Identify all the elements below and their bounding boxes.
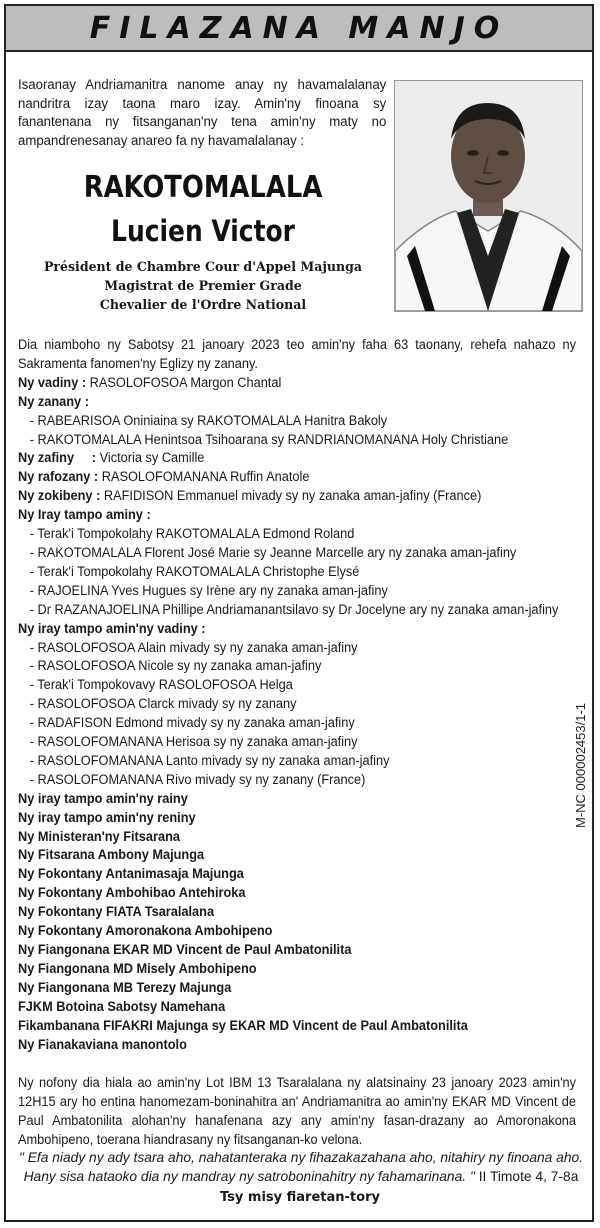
family-label: Ny iray tampo amin'ny vadiny : [18,620,206,637]
title-line: Magistrat de Premier Grade [104,279,302,294]
mourner-line: Fikambanana FIFAKRI Majunga sy EKAR MD Vincent de Paul Ambatonilita [18,1017,468,1034]
list-item: - RASOLOFOSOA Alain mivady sy ny zanaka aman-jafiny [29,639,358,656]
notice-title: FILAZANA MANJO [89,10,509,46]
list-item: - RAKOTOMALALA Florent José Marie sy Jeanne Marcelle ary ny zanaka aman-jafiny [29,544,517,561]
intro-paragraph: Isaoranay Andriamanitra nanome anay ny havamalalanay nandritra izay taona maro izay. Amin'ny finoana sy fanantenana ny fitsanganan'ny tena amin'ny maty no ampandrenesanay anareo fa ny havamalalanay : [18,77,387,149]
notice-body [18,336,576,1054]
list-item: - RASOLOFOSOA Clarck mivady sy ny zanany [29,696,297,713]
list-item: - RASOLOFOMANANA Lanto mivady sy ny zanaka aman-jafiny [29,752,390,769]
mourner-line: Ny iray tampo amin'ny rainy [18,790,188,807]
list-item: - Terak'i Tompokovavy RASOLOFOSOA Helga [29,677,293,694]
list-item: - RAKOTOMALALA Henintsoa Tsihoarana sy RANDRIANOMANANA Holy Christiane [29,431,509,448]
family-label: Ny zokibeny [18,488,93,505]
family-label: Ny zanany : [18,393,89,410]
list-item: - RASOLOFOMANANA Herisoa sy ny zanaka aman-jafiny [29,734,358,751]
family-row-elder-sibling [18,487,558,506]
mourner-line: Ny Fokontany FIATA Tsaralalana [18,904,215,921]
deceased-titles [27,258,379,315]
title-line: Président de Chambre Cour d'Appel Majunga [44,260,362,275]
death-announcement: Dia niamboho ny Sabotsy 21 janoary 2023 teo amin'ny faha 63 taonany, rehefa nahazo ny Sakramenta fanomen'ny Eglizy ny zanany. [18,337,576,372]
list-item: - Terak'i Tompokolahy RAKOTOMALALA Edmond Roland [29,526,355,543]
list-item: - Terak'i Tompokolahy RAKOTOMALALA Christophe Elysé [29,563,360,580]
family-value: RAFIDISON Emmanuel mivady sy ny zanaka aman-jafiny (France) [103,488,482,505]
list-item: - RADAFISON Edmond mivady sy ny zanaka aman-jafiny [29,715,355,732]
family-value: Victoria sy Camille [99,450,205,467]
mourner-line: Ny Fiangonana MB Terezy Majunga [18,979,232,996]
list-item: - RASOLOFOSOA Nicole sy ny zanaka aman-jafiny [29,658,322,675]
family-value: RASOLOFOSOA Margon Chantal [89,374,282,391]
list-item: - Dr RAZANAJOELINA Phillipe Andriamanantsilavo sy Dr Jocelyne ary ny zanaka aman-jafiny [29,601,559,618]
footer-note: Tsy misy fiaretan-tory [220,1190,380,1205]
family-separator: : [92,488,104,505]
family-label: Ny zafiny [18,450,75,467]
list-item: - RABEARISOA Oniniaina sy RAKOTOMALALA Hanitra Bakoly [29,412,388,429]
family-separator: : [78,374,90,391]
family-row-in-law [18,468,558,487]
family-row-spouse [18,374,558,393]
mourner-line: Ny iray tampo amin'ny reniny [18,809,196,826]
deceased-given-names: Lucien Victor [111,214,295,248]
mourner-line: Ny Fiangonana MD Misely Ambohipeno [18,960,257,977]
family-label: Ny Iray tampo aminy : [18,507,151,524]
mourner-line: Ny Fokontany Antanimasaja Majunga [18,866,244,883]
deceased-surname: RAKOTOMALALA [83,170,323,205]
mourner-line: Ny Ministeran'ny Fitsarana [18,828,180,845]
quote-line: " Efa niady ny ady tsara aho, nahatanteraka ny fihazakazahana aho, nitahiry ny finoana aho. [18,1150,584,1165]
family-label: Ny rafozany [18,469,91,486]
mourner-line: Ny Fiangonana EKAR MD Vincent de Paul Ambatonilita [18,942,352,958]
family-separator: : [90,469,102,486]
family-row-grandchildren [18,449,558,468]
list-item: - RAJOELINA Yves Hugues sy Irène ary ny zanaka aman-jafiny [29,582,388,599]
title-line: Chevalier de l'Ordre National [99,298,307,313]
quote-line: Hany sisa hataoko dia ny mandray ny satroboninahitry ny fahamarinana. " [23,1168,475,1184]
family-value: RASOLOFOMANANA Ruffin Anatole [101,469,310,486]
list-item: - RASOLOFOMANANA Rivo mivady sy ny zanany (France) [29,771,366,788]
notice-header [6,6,592,52]
mourner-line: Ny Fokontany Amoronakona Ambohipeno [18,923,273,940]
mourner-line: Ny Fianakaviana manontolo [18,1036,187,1053]
portrait-image [395,81,582,311]
mourner-line: Ny Fitsarana Ambony Majunga [18,847,205,864]
scripture-quote [18,1149,584,1186]
funeral-details: Ny nofony dia hiala ao amin'ny Lot IBM 13 Tsaralalana ny alatsinainy 23 janoary 2023 amin'ny 12H15 ary ho entina hanomezam-boninahitra an' Andriamanitra ao amin'ny EKAR MD Vincent de Paul Ambatonilita alohan'ny hanafenana azy any amin'ny fasan-drazany ao Amoronakona Ambohipeno, toerana hiandrasany ny fitsanganan-ko velona. [18,1075,576,1148]
reference-code: M-NC 000002453/1-1 [573,702,588,828]
family-label: Ny vadiny [18,374,79,391]
mourner-line: FJKM Botoina Sabotsy Namehana [18,998,226,1015]
deceased-photo [394,80,583,312]
quote-reference: II Timote 4, 7-8a [478,1168,579,1184]
mourner-line: Ny Fokontany Ambohibao Antehiroka [18,885,246,902]
family-separator: : [74,450,100,467]
